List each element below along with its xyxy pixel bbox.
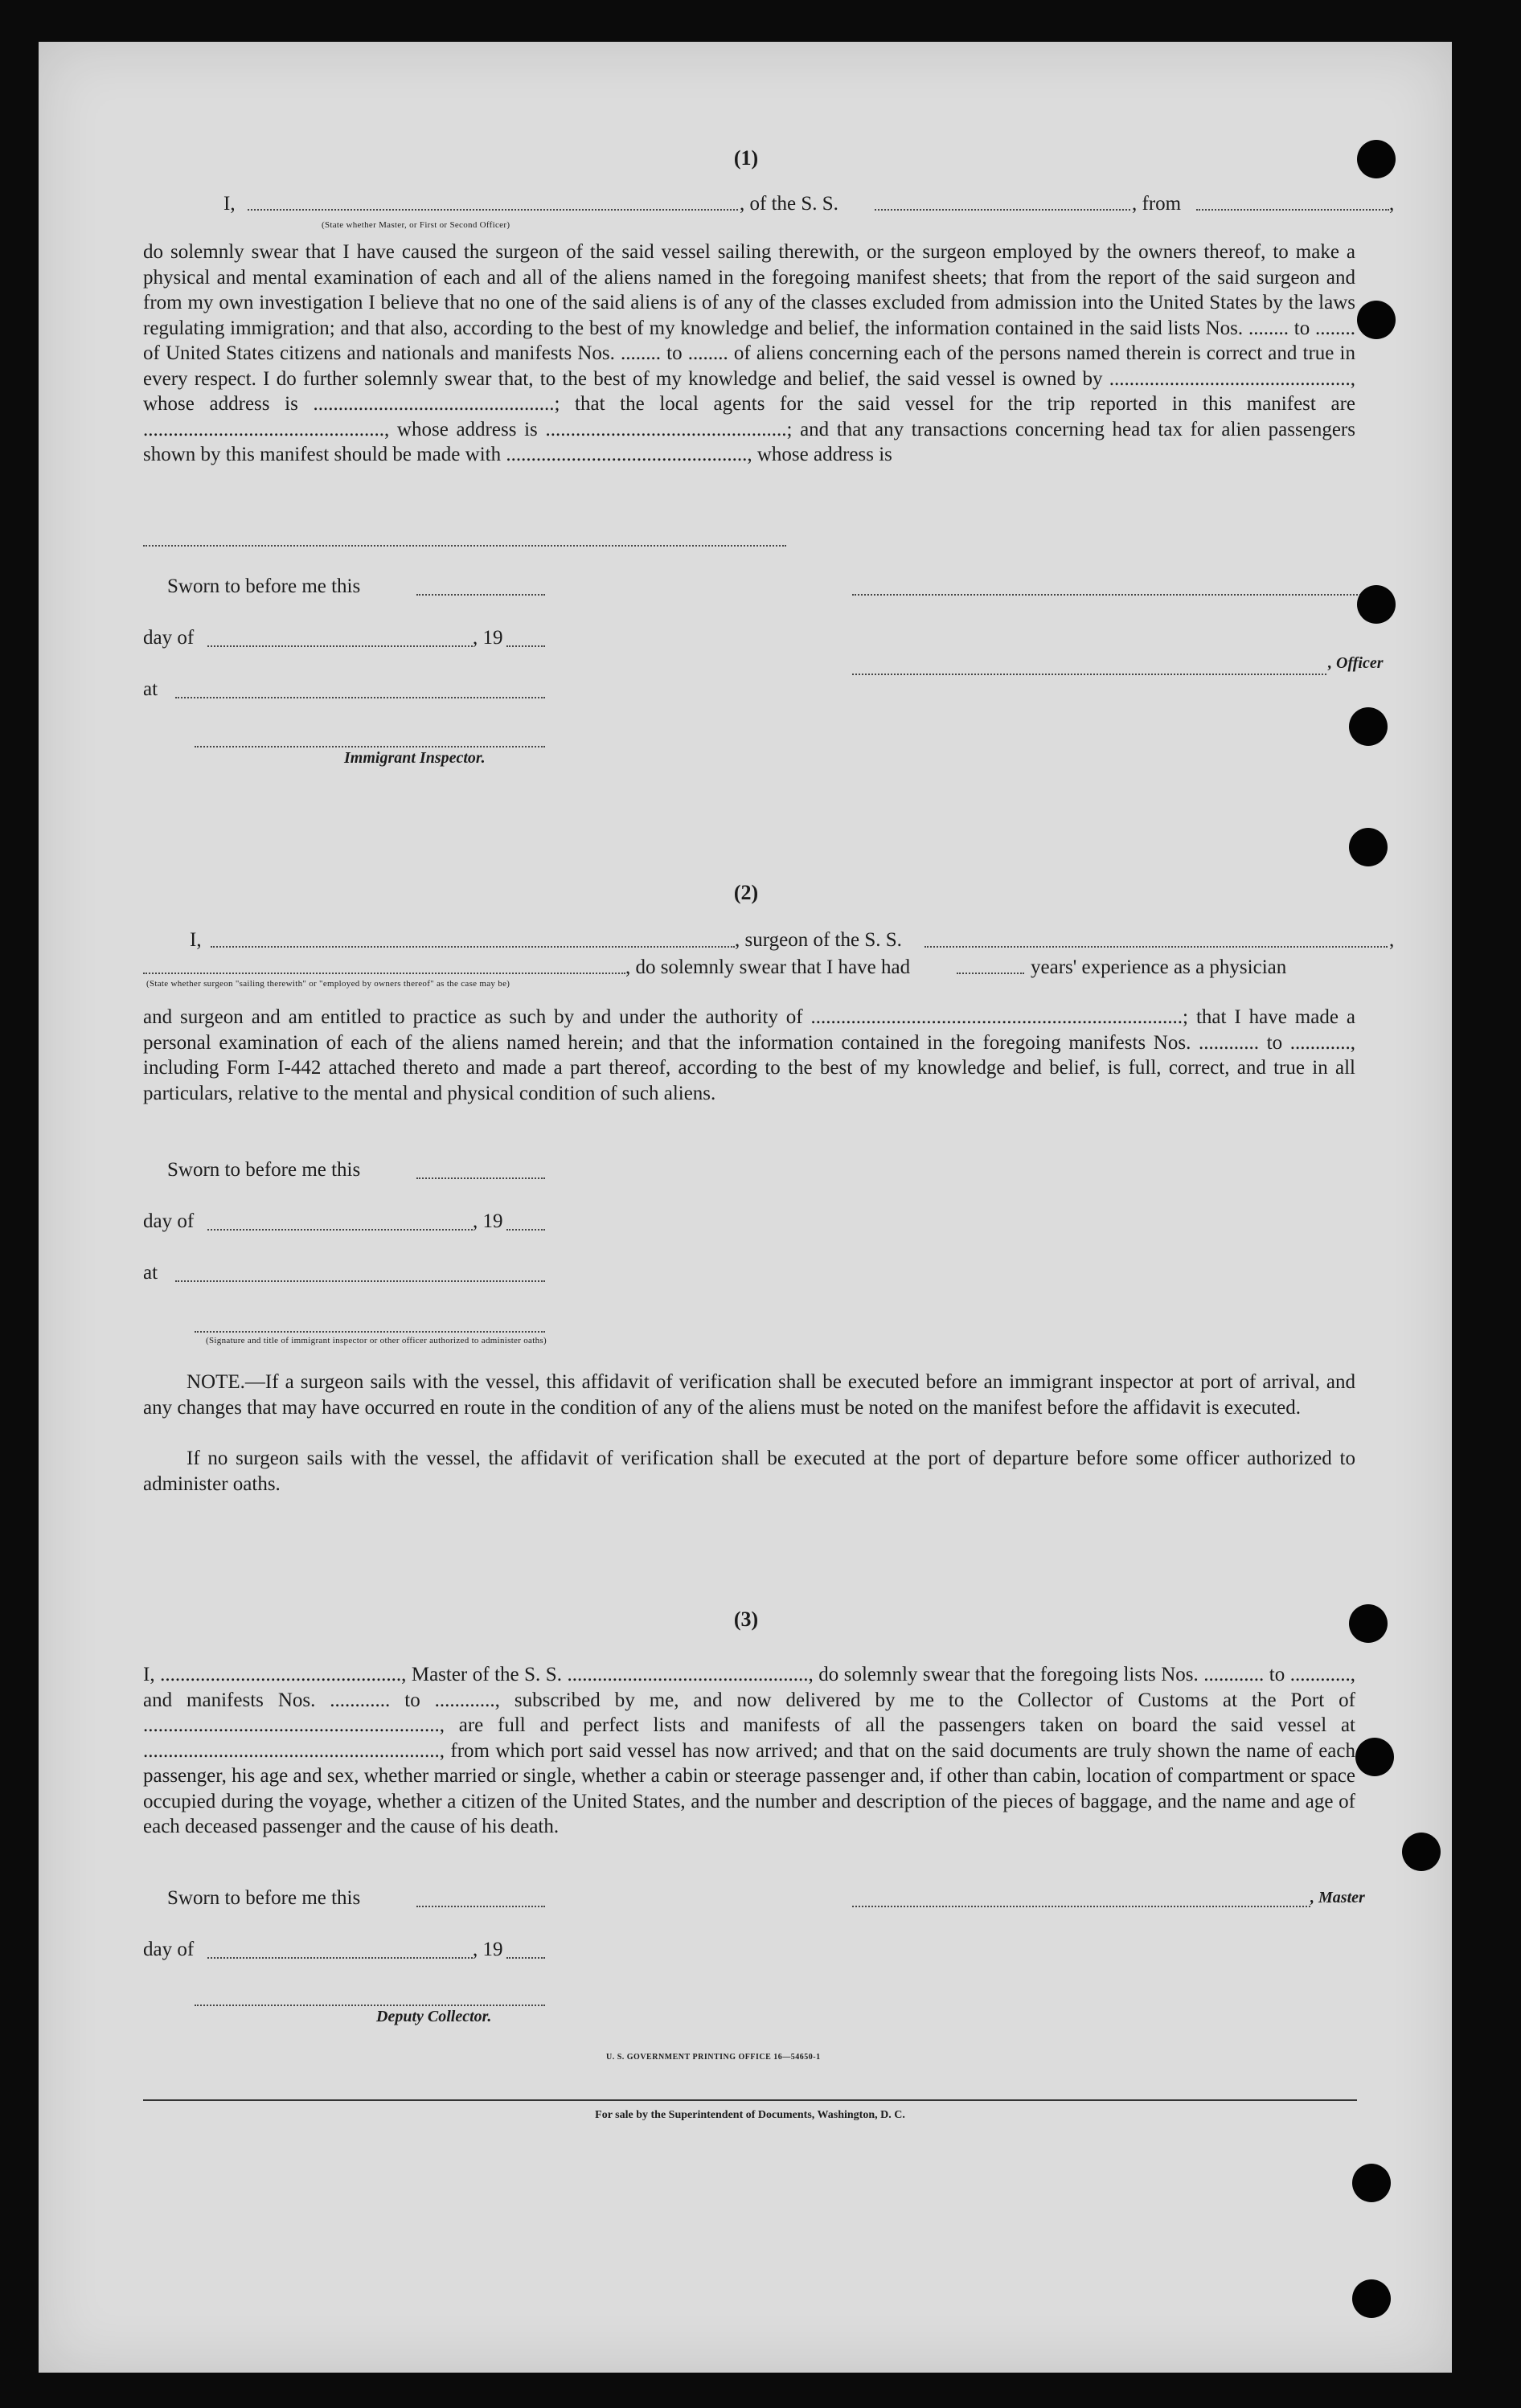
surgeon-note-paragraph: NOTE.—If a surgeon sails with the vessel, this affidavit of verification shall be executed before an immigrant inspector at port of arrival, and any changes that may have occurred en route in the condition of any of the aliens must be noted on the manifest before the affidavit is executed. (143, 1371, 1355, 1419)
section-1-place-blank[interactable] (175, 697, 545, 698)
officer-signature-label: , Officer (1328, 654, 1384, 672)
punch-hole (1352, 2164, 1391, 2202)
section-3-sworn-date-blank[interactable] (416, 1906, 545, 1907)
section-2-pronoun: I, (190, 929, 202, 951)
punch-hole (1357, 301, 1396, 339)
master-signature-blank[interactable] (852, 1906, 1310, 1907)
from-port-blank[interactable] (1196, 209, 1389, 211)
punch-hole (1355, 1738, 1394, 1776)
head-tax-address-blank[interactable] (143, 545, 786, 547)
punch-hole (1349, 828, 1388, 866)
surgeon-name-blank[interactable] (211, 946, 735, 948)
section-1-comma: , (1389, 193, 1395, 215)
section-2-sworn-date-blank[interactable] (416, 1177, 545, 1179)
section-1-month-blank[interactable] (207, 645, 473, 647)
section-2-paragraph: and surgeon and am entitled to practice as such by and under the authority of ..........................................................................; that I have made a personal examination of each of the aliens named herein; and that the information contained in the foregoing manifests Nos. ............ to ............, including Form I-442 attached thereto and made a part thereof, according to the best of my knowledge and belief, is full, correct, and true in all particulars, relative to the mental and physical condition of such aliens. (143, 1006, 1355, 1104)
officer-rank-caption: (State whether Master, or First or Second Officer) (322, 220, 510, 230)
section-2-sworn-label: Sworn to before me this (167, 1159, 361, 1181)
punch-hole (1349, 707, 1388, 746)
inspector-signature-blank[interactable] (195, 746, 545, 747)
section-2-year-label: , 19 (473, 1210, 503, 1232)
section-1-officer-signature-blank[interactable] (852, 594, 1367, 596)
section-3-number: (3) (733, 1607, 759, 1631)
section-2-day-label: day of (143, 1210, 195, 1232)
surgeon-status-blank[interactable] (143, 973, 625, 974)
signature-title-caption: (Signature and title of immigrant inspector or other officer authorized to administer oaths) (206, 1336, 547, 1345)
footer-rule (143, 2099, 1357, 2101)
section-3-day-label: day of (143, 1939, 195, 1960)
section-1-vessel-label: , of the S. S. (740, 193, 838, 215)
section-1-day-label: day of (143, 627, 195, 649)
section-1-sworn-label: Sworn to before me this (167, 575, 361, 597)
section-3-paragraph: I, ................................................, Master of the S. S. ................................................, do solemnly swear that the foregoing lists Nos. ............ to ............, and manifests Nos. ............ to ............, subscribed by me, and now delivered by me to the Collector of Customs at the Port of ..........................................................., are full and perfect lists and manifests of all the passengers taken on board the said vessel at ..........................................................., from which port said vessel has now arrived; and that on the said documents are truly shown the name of each passenger, his age and sex, whether married or single, whether a cabin or steerage passenger and, if other than cabin, location of compartment or space occupied during the voyage, whether a citizen of the United States, and the number and description of the pieces of baggage, and the name and age of each deceased passenger and the cause of his death. (143, 1664, 1355, 1837)
punch-hole (1357, 585, 1396, 624)
punch-hole (1352, 2279, 1391, 2318)
punch-hole (1402, 1833, 1441, 1871)
punch-hole (1349, 1604, 1388, 1643)
immigrant-inspector-label: Immigrant Inspector. (344, 749, 486, 767)
vessel-name-blank[interactable] (875, 209, 1130, 211)
section-3-sworn-label: Sworn to before me this (167, 1887, 361, 1909)
section-2-physician-text: years' experience as a physician (1031, 956, 1287, 978)
section-1-number: (1) (733, 146, 759, 170)
section-2-surgeon-label: , surgeon of the S. S. (735, 929, 902, 951)
gpo-imprint: U. S. GOVERNMENT PRINTING OFFICE 16—54650-1 (606, 2053, 821, 2062)
section-2-vessel-blank[interactable] (924, 946, 1388, 948)
officer-name-blank[interactable] (248, 209, 738, 211)
collector-signature-blank[interactable] (195, 2005, 545, 2006)
section-2-at-label: at (143, 1262, 158, 1284)
no-surgeon-note-paragraph: If no surgeon sails with the vessel, the affidavit of verification shall be executed at the port of departure before some officer authorized to administer oaths. (143, 1448, 1355, 1495)
section-1-officer-title-blank[interactable] (852, 674, 1326, 675)
section-2-year-blank[interactable] (506, 1229, 545, 1231)
years-experience-blank[interactable] (957, 973, 1024, 974)
section-2-comma: , (1389, 929, 1395, 951)
section-2-number: (2) (733, 881, 759, 904)
section-3-month-blank[interactable] (207, 1957, 473, 1959)
section-1-year-label: , 19 (473, 627, 503, 649)
punch-hole (1357, 140, 1396, 178)
section-2-month-blank[interactable] (207, 1229, 473, 1231)
surgeon-status-caption: (State whether surgeon "sailing therewith" or "employed by owners thereof" as the case may be) (146, 979, 510, 989)
manifest-affidavit-page (39, 42, 1452, 2373)
section-1-sworn-date-blank[interactable] (416, 594, 545, 596)
section-1-from-label: , from (1132, 193, 1182, 215)
section-3-year-blank[interactable] (506, 1957, 545, 1959)
section-2-inspector-signature-blank[interactable] (195, 1331, 545, 1333)
deputy-collector-label: Deputy Collector. (376, 2008, 492, 2025)
footer-sale-notice: For sale by the Superintendent of Documents, Washington, D. C. (595, 2109, 905, 2121)
section-1-paragraph: do solemnly swear that I have caused the surgeon of the said vessel sailing therewith, or the surgeon employed by the owners thereof, to make a physical and mental examination of each and all of the aliens named in the foregoing manifest sheets; that from the report of the said surgeon and from my own investigation I believe that no one of the said aliens is of any of the classes excluded from admission into the United States by the laws regulating immigration; and that also, according to the best of my knowledge and belief, the information contained in the said lists Nos. ........ to ........ of United States citizens and nationals and manifests Nos. ........ to ........ of aliens concerning each of the persons named therein is correct and true in every respect. I do further solemnly swear that, to the best of my knowledge and belief, the said vessel is owned by ................................................, whose address is ................................................; that the local agents for the said vessel for the trip reported in this manifest are ................................................, whose address is ................................................; and that any transactions concerning head tax for alien passengers shown by this manifest should be made with ................................................, whose address is (143, 241, 1355, 465)
section-2-place-blank[interactable] (175, 1280, 545, 1282)
section-3-year-label: , 19 (473, 1939, 503, 1960)
master-signature-label: , Master (1310, 1889, 1365, 1906)
section-2-swear-text: , do solemnly swear that I have had (625, 956, 911, 978)
section-1-pronoun: I, (223, 193, 236, 215)
section-1-at-label: at (143, 678, 158, 700)
section-1-year-blank[interactable] (506, 645, 545, 647)
